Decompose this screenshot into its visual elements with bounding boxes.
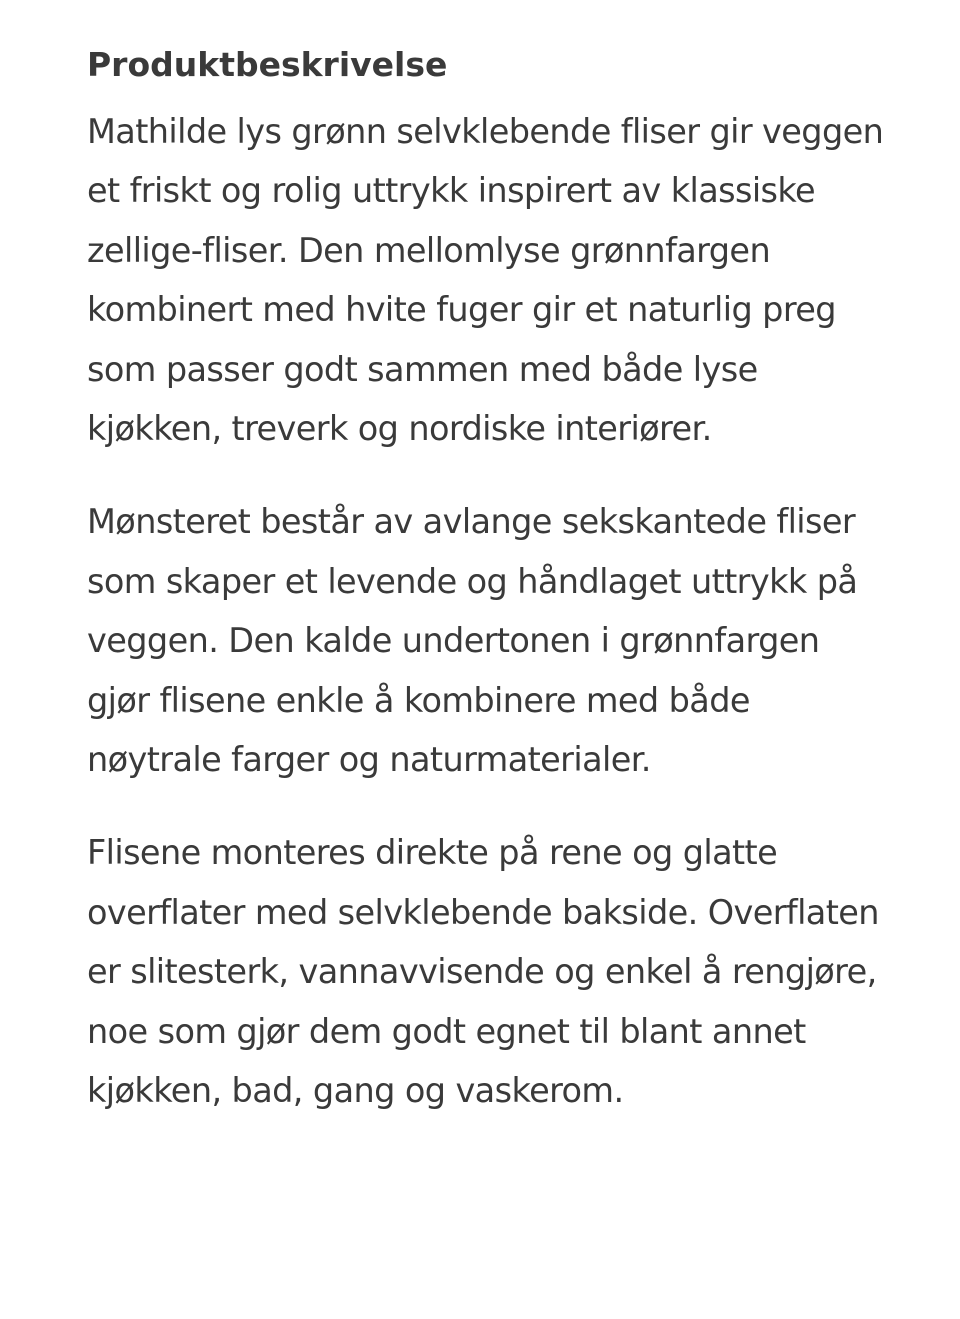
product-description-heading: Produktbeskrivelse xyxy=(87,45,448,84)
description-paragraph-2: Mønsteret består av avlange sekskantede fliser som skaper et levende og håndlaget uttrykk på veggen. Den kalde undertonen i grønnfargen gjør flisene enkle å kombinere med både nøytrale farger og naturmaterialer. xyxy=(87,502,858,780)
description-paragraph-1: Mathilde lys grønn selvklebende fliser gir veggen et friskt og rolig uttrykk inspirert av klassiske zellige-fliser. Den mellomlyse grønnfargen kombinert med hvite fuger gir et naturlig preg som passer godt sammen med både lyse kjøkken, treverk og nordiske interiører. xyxy=(87,112,884,449)
description-paragraph-3: Flisene monteres direkte på rene og glatte overflater med selvklebende bakside. Overflaten er slitesterk, vannavvisende og enkel å rengjøre, noe som gjør dem godt egnet til blant annet kjøkken, bad, gang og vaskerom. xyxy=(87,833,879,1111)
product-description-section xyxy=(87,38,887,1121)
